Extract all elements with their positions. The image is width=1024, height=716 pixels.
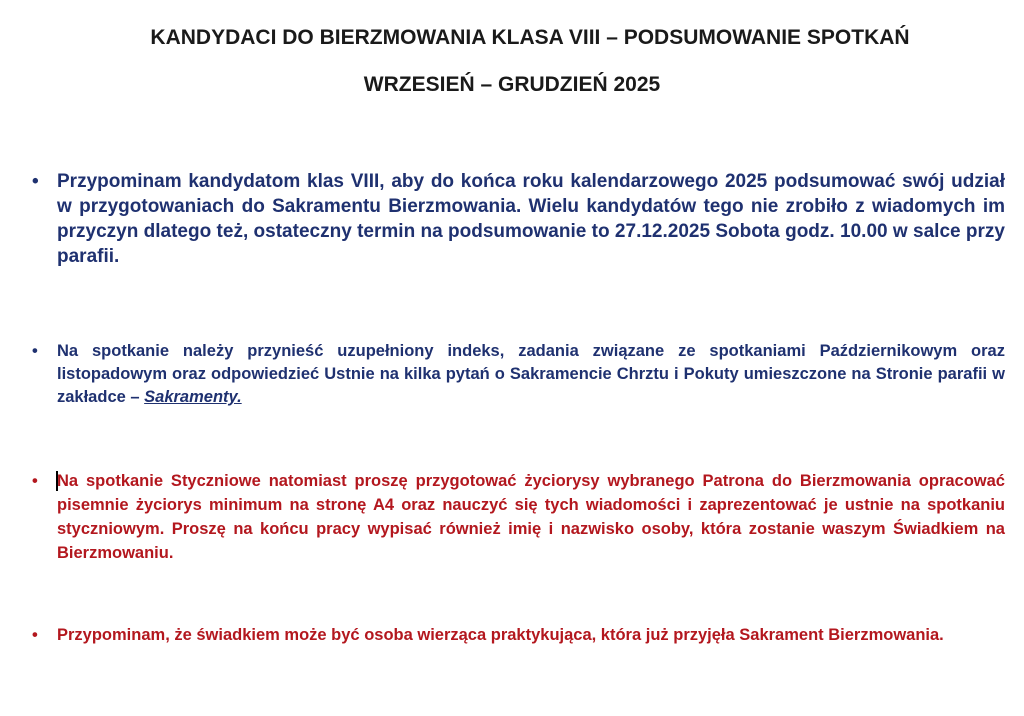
sakramenty-link[interactable]: Sakramenty. (144, 388, 242, 406)
bullet-item-4 (57, 623, 1005, 647)
document-subtitle: WRZESIEŃ – GRUDZIEŃ 2025 (363, 73, 661, 96)
bullet-item-2 (57, 340, 1005, 409)
bullet-item-1 (57, 169, 1005, 269)
bullet-text-2: Na spotkanie należy przynieść uzupełniony indeks, zadania związane ze spotkaniami Październikowym oraz listopadowym oraz odpowiedzieć Ustnie na kilka pytań o Sakramencie Chrztu i Pokuty umieszczone na Stronie parafii w zakładce – (57, 342, 1005, 406)
document-title: KANDYDACI DO BIERZMOWANIA KLASA VIII – PODSUMOWANIE SPOTKAŃ (150, 26, 910, 49)
bullet-text-4: Przypominam, że świadkiem może być osoba wierząca praktykująca, która już przyjęła Sakrament Bierzmowania. (57, 626, 944, 644)
bullet-text-1: Przypominam kandydatom klas VIII, aby do końca roku kalendarzowego 2025 podsumować swój udział w przygotowaniach do Sakramentu Bierzmowania. Wielu kandydatów tego nie zrobiło z wiadomych im przyczyn dlatego też, ostateczny termin na podsumowanie to 27.12.2025 Sobota godz. 10.00 w salce przy parafii. (57, 171, 1005, 267)
bullet-item-3 (57, 469, 1005, 565)
bullet-text-3: Na spotkanie Styczniowe natomiast proszę przygotować życiorysy wybranego Patrona do Bierzmowania opracować pisemnie życiorys minimum na stronę A4 oraz nauczyć się tych wiadomości i zaprezentować je ustnie na spotkaniu styczniowym. Proszę na końcu pracy wypisać również imię i nazwisko osoby, która zostanie waszym Świadkiem na Bierzmowaniu. (57, 472, 1005, 562)
